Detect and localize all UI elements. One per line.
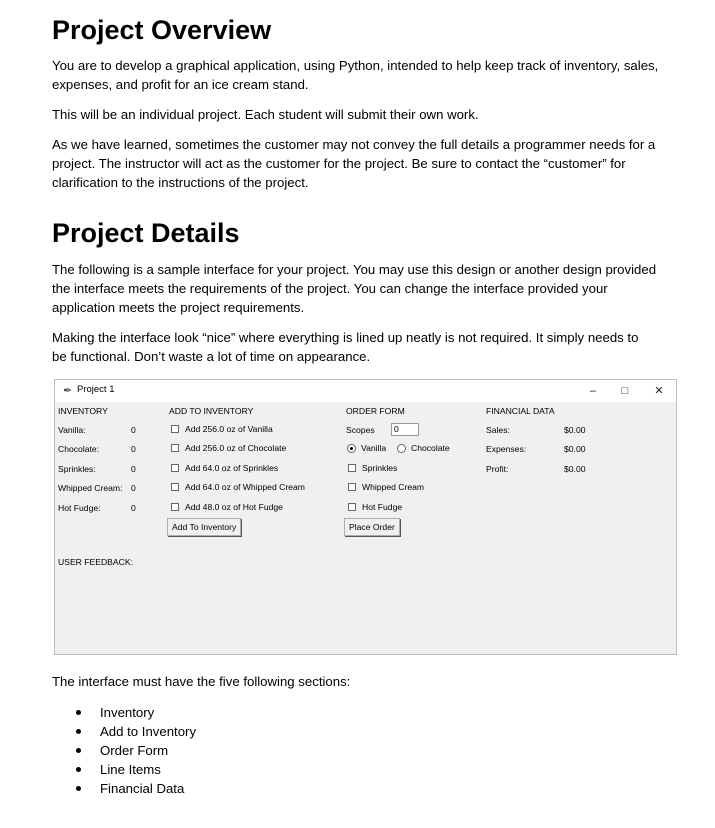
expenses-value: $0.00 xyxy=(564,444,586,454)
financial-header: FINANCIAL DATA xyxy=(486,406,555,416)
add-chocolate-label: Add 256.0 oz of Chocolate xyxy=(185,443,287,453)
expenses-label: Expenses: xyxy=(486,444,527,454)
scoops-input[interactable]: 0 xyxy=(391,423,419,436)
details-paragraph-2 xyxy=(52,328,677,366)
bullet-icon xyxy=(76,710,81,715)
bullet-icon xyxy=(76,767,81,772)
vanilla-radio-label: Vanilla xyxy=(361,443,387,453)
details-p1-line2: the interface meets the requirements of the project. You can change the interface provided your xyxy=(52,281,608,296)
feather-icon: ✒ xyxy=(63,385,73,397)
overview-paragraph-3 xyxy=(52,135,677,192)
inventory-value-hot-fudge: 0 xyxy=(131,503,136,513)
inventory-label-chocolate: Chocolate: xyxy=(58,444,100,454)
order-form-header: ORDER FORM xyxy=(346,406,405,416)
details-p2-line1: Making the interface look “nice” where everything is lined up neatly is not required. It simply needs to xyxy=(52,330,639,345)
vanilla-radio[interactable] xyxy=(347,444,356,453)
inventory-value-whipped-cream: 0 xyxy=(131,483,136,493)
list-item: Financial Data xyxy=(76,779,196,798)
details-p1-line3: application meets the project requirements. xyxy=(52,300,305,315)
list-item: Add to Inventory xyxy=(76,722,196,741)
overview-paragraph-2: This will be an individual project. Each student will submit their own work. xyxy=(52,107,479,122)
sales-value: $0.00 xyxy=(564,425,586,435)
chocolate-radio-label: Chocolate xyxy=(411,443,450,453)
add-inventory-header: ADD TO INVENTORY xyxy=(169,406,254,416)
whipped-cream-checkbox[interactable] xyxy=(348,483,356,491)
overview-p3-line1: As we have learned, sometimes the customer may not convey the full details a programmer needs for a xyxy=(52,137,656,152)
chocolate-radio[interactable] xyxy=(397,444,406,453)
add-whipped-cream-label: Add 64.0 oz of Whipped Cream xyxy=(185,482,305,492)
sections-intro: The interface must have the five following sections: xyxy=(52,674,351,689)
overview-p1-line1: You are to develop a graphical application, using Python, intended to help keep track of inventory, sales, xyxy=(52,58,659,73)
maximize-icon[interactable]: □ xyxy=(621,385,629,397)
add-whipped-cream-checkbox[interactable] xyxy=(171,483,179,491)
add-sprinkles-checkbox[interactable] xyxy=(171,464,179,472)
add-hot-fudge-checkbox[interactable] xyxy=(171,503,179,511)
whipped-cream-label: Whipped Cream xyxy=(362,482,425,492)
close-icon[interactable]: ✕ xyxy=(654,385,664,397)
inventory-label-vanilla: Vanilla: xyxy=(58,425,86,435)
list-item: Order Form xyxy=(76,741,196,760)
add-sprinkles-label: Add 64.0 oz of Sprinkles xyxy=(185,463,279,473)
details-p2-line2: be functional. Don’t waste a lot of time on appearance. xyxy=(52,349,371,364)
overview-p1-line2: expenses, and profit for an ice cream stand. xyxy=(52,77,309,92)
sample-interface-window xyxy=(54,379,677,655)
profit-value: $0.00 xyxy=(564,464,586,474)
profit-label: Profit: xyxy=(486,464,509,474)
details-heading: Project Details xyxy=(52,218,240,248)
add-hot-fudge-label: Add 48.0 oz of Hot Fudge xyxy=(185,502,283,512)
window-titlebar xyxy=(55,380,676,402)
bullet-icon xyxy=(76,729,81,734)
inventory-value-chocolate: 0 xyxy=(131,444,136,454)
sections-list xyxy=(76,703,196,798)
scoops-label: Scopes xyxy=(346,425,375,435)
inventory-label-sprinkles: Sprinkles: xyxy=(58,464,96,474)
sprinkles-checkbox[interactable] xyxy=(348,464,356,472)
overview-paragraph-1 xyxy=(52,56,677,94)
overview-heading: Project Overview xyxy=(52,15,272,45)
sales-label: Sales: xyxy=(486,425,510,435)
add-chocolate-checkbox[interactable] xyxy=(171,444,179,452)
inventory-label-hot-fudge: Hot Fudge: xyxy=(58,503,101,513)
bullet-icon xyxy=(76,786,81,791)
list-item: Inventory xyxy=(76,703,196,722)
place-order-button[interactable]: Place Order xyxy=(344,518,400,536)
add-to-inventory-button[interactable]: Add To Inventory xyxy=(167,518,241,536)
sprinkles-label: Sprinkles xyxy=(362,463,398,473)
inventory-label-whipped-cream: Whipped Cream: xyxy=(58,483,123,493)
add-vanilla-checkbox[interactable] xyxy=(171,425,179,433)
window-title: Project 1 xyxy=(77,384,115,395)
inventory-header: INVENTORY xyxy=(58,406,108,416)
overview-p3-line2: project. The instructor will act as the customer for the project. Be sure to contact the “customer” for xyxy=(52,156,626,171)
overview-p3-line3: clarification to the instructions of the project. xyxy=(52,175,309,190)
details-paragraph-1 xyxy=(52,260,677,317)
inventory-value-sprinkles: 0 xyxy=(131,464,136,474)
hot-fudge-label: Hot Fudge xyxy=(362,502,403,512)
bullet-icon xyxy=(76,748,81,753)
hot-fudge-checkbox[interactable] xyxy=(348,503,356,511)
details-p1-line1: The following is a sample interface for your project. You may use this design or another design provided xyxy=(52,262,657,277)
user-feedback-label: USER FEEDBACK: xyxy=(58,557,133,567)
inventory-value-vanilla: 0 xyxy=(131,425,136,435)
minimize-icon[interactable]: – xyxy=(589,385,597,397)
list-item: Line Items xyxy=(76,760,196,779)
add-vanilla-label: Add 256.0 oz of Vanilla xyxy=(185,424,273,434)
